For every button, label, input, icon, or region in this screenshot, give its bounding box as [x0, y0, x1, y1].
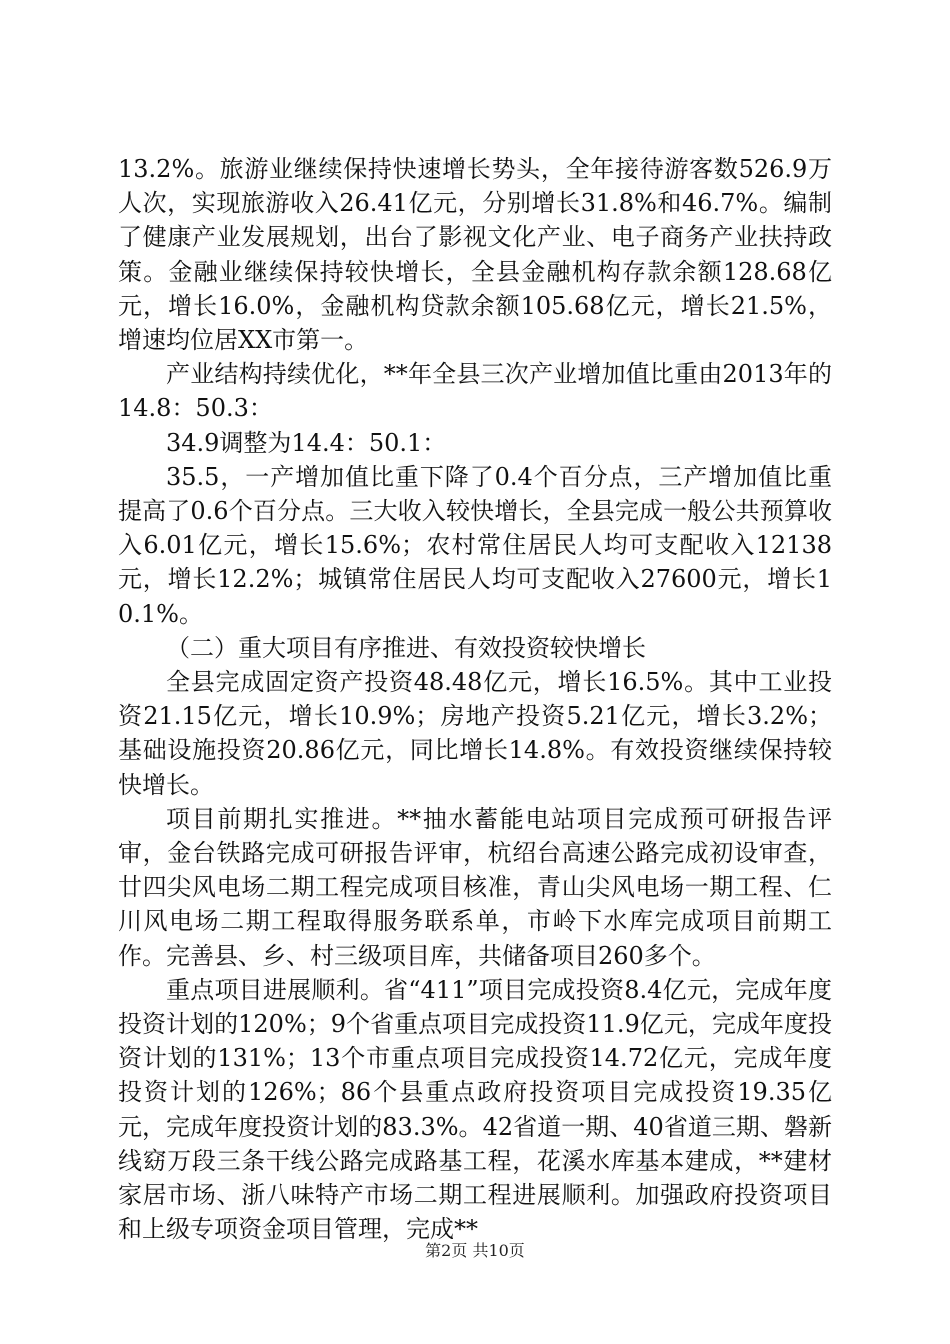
- page-number-footer: 第2页 共10页: [425, 1241, 525, 1260]
- paragraph: 35.5，一产增加值比重下降了0.4个百分点，三产增加值比重提高了0.6个百分点。三大收入较快增长，全县完成一般公共预算收入6.01亿元，增长15.6%；农村常住居民人均可支配收入12138元，增长12.2%；城镇常住居民人均可支配收入27600元，增长10.1%。: [118, 462, 832, 628]
- document-body: [118, 152, 832, 1247]
- paragraph: 13.2%。旅游业继续保持快速增长势头，全年接待游客数526.9万人次，实现旅游收入26.41亿元，分别增长31.8%和46.7%。编制了健康产业发展规划，出台了影视文化产业、电子商务产业扶持政策。金融业继续保持较快增长，全县金融机构存款余额128.68亿元，增长16.0%，金融机构贷款余额105.68亿元，增长21.5%，增速均位居XX市第一。: [118, 155, 832, 355]
- paragraph: 全县完成固定资产投资48.48亿元，增长16.5%。其中工业投资21.15亿元，增长10.9%；房地产投资5.21亿元，增长3.2%；基础设施投资20.86亿元，同比增长14.8%。有效投资继续保持较快增长。: [118, 668, 832, 799]
- section-heading: （二）重大项目有序推进、有效投资较快增长: [166, 633, 646, 662]
- paragraph: 重点项目进展顺利。省“411”项目完成投资8.4亿元，完成年度投资计划的120%；9个省重点项目完成投资11.9亿元，完成年度投资计划的131%；13个市重点项目完成投资14.72亿元，完成年度投资计划的126%；86个县重点政府投资项目完成投资19.35亿元，完成年度投资计划的83.3%。42省道一期、40省道三期、磐新线窈万段三条干线公路完成路基工程，花溪水库基本建成，**建材家居市场、浙八味特产市场二期工程进展顺利。加强政府投资项目和上级专项资金项目管理，完成**: [118, 975, 832, 1244]
- paragraph: 项目前期扎实推进。**抽水蓄能电站项目完成预可研报告评审，金台铁路完成可研报告评审，杭绍台高速公路完成初设审查，廿四尖风电场二期工程完成项目核准，青山尖风电场一期工程、仁川风电场二期工程取得服务联系单，市岭下水库完成项目前期工作。完善县、乡、村三级项目库，共储备项目260多个。: [118, 804, 832, 970]
- paragraph: 34.9调整为14.4：50.1：: [166, 428, 447, 457]
- paragraph: 产业结构持续优化，**年全县三次产业增加值比重由2013年的14.8：50.3：: [118, 360, 832, 423]
